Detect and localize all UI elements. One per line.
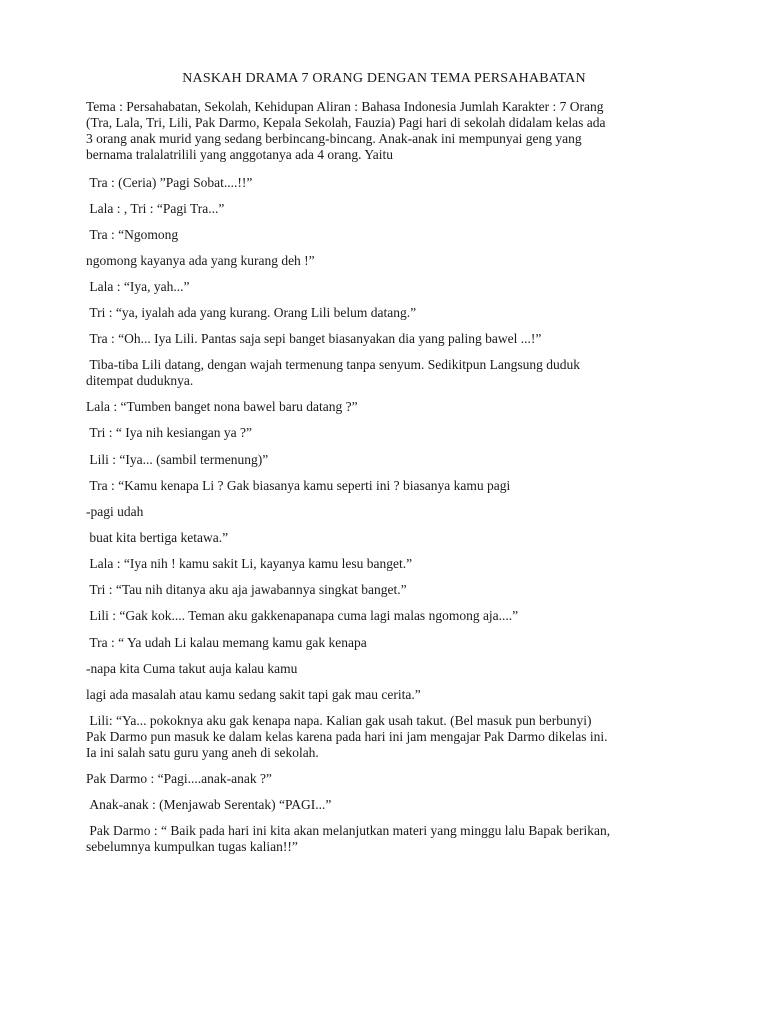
stage-direction: Tiba-tiba Lili datang, dengan wajah termenung tanpa senyum. Sedikitpun Langsung duduk ditempat duduknya. [86,357,581,388]
paragraph-intro: Tema : Persahabatan, Sekolah, Kehidupan Aliran : Bahasa Indonesia Jumlah Karakter : 7 Orang (Tra, Lala, Tri, Lili, Pak Darmo, Kepala Sekolah, Fauzia) Pagi hari di sekolah didalam kelas ada 3 orang anak murid yang sedang berbincang-bincang. Anak-anak ini mempunyai geng yang bernama tralalatrilili yang anggotanya ada 4 orang. Yaitu [86,99,606,162]
dialogue-line: -pagi udah [86,504,144,519]
dialogue-line: Lili: “Ya... pokoknya aku gak kenapa napa. Kalian gak usah takut. (Bel masuk pun berbunyi) Pak Darmo pun masuk ke dalam kelas karena pada hari ini jam mengajar Pak Darmo dikelas ini. Ia ini salah satu guru yang aneh di sekolah. [86,713,608,760]
dialogue-line: Anak-anak : (Menjawab Serentak) “PAGI...” [86,797,332,812]
dialogue-line: Tra : “Kamu kenapa Li ? Gak biasanya kamu seperti ini ? biasanya kamu pagi [86,478,511,493]
dialogue-line: -napa kita Cuma takut auja kalau kamu [86,661,298,676]
dialogue-line: ngomong kayanya ada yang kurang deh !” [86,253,315,268]
dialogue-line: Lala : “Iya, yah...” [86,279,190,294]
dialogue-line: Lala : “Iya nih ! kamu sakit Li, kayanya kamu lesu banget.” [86,556,413,571]
dialogue-line: Lala : “Tumben banget nona bawel baru datang ?” [86,399,358,414]
document-title: NASKAH DRAMA 7 ORANG DENGAN TEMA PERSAHABATAN [182,71,586,86]
dialogue-line: Tri : “ya, iyalah ada yang kurang. Orang Lili belum datang.” [86,305,417,320]
dialogue-line: Tri : “Tau nih ditanya aku aja jawabannya singkat banget.” [86,582,407,597]
dialogue-line: lagi ada masalah atau kamu sedang sakit tapi gak mau cerita.” [86,687,421,702]
dialogue-line: Pak Darmo : “ Baik pada hari ini kita akan melanjutkan materi yang minggu lalu Bapak berikan, sebelumnya kumpulkan tugas kalian!!” [86,823,611,854]
dialogue-line: Tra : “Oh... Iya Lili. Pantas saja sepi banget biasanyakan dia yang paling bawel ...!” [86,331,542,346]
dialogue-line: Lala : , Tri : “Pagi Tra...” [86,201,225,216]
dialogue-line: Tra : (Ceria) ”Pagi Sobat....!!” [86,175,253,190]
dialogue-line: Lili : “Gak kok.... Teman aku gakkenapanapa cuma lagi malas ngomong aja....” [86,608,519,623]
dialogue-line: Tri : “ Iya nih kesiangan ya ?” [86,425,252,440]
dialogue-line: Tra : “Ngomong [86,227,179,242]
dialogue-line: Lili : “Iya... (sambil termenung)” [86,452,269,467]
dialogue-line: Pak Darmo : “Pagi....anak-anak ?” [86,771,272,786]
dialogue-line: Tra : “ Ya udah Li kalau memang kamu gak kenapa [86,635,367,650]
dialogue-line: buat kita bertiga ketawa.” [86,530,229,545]
